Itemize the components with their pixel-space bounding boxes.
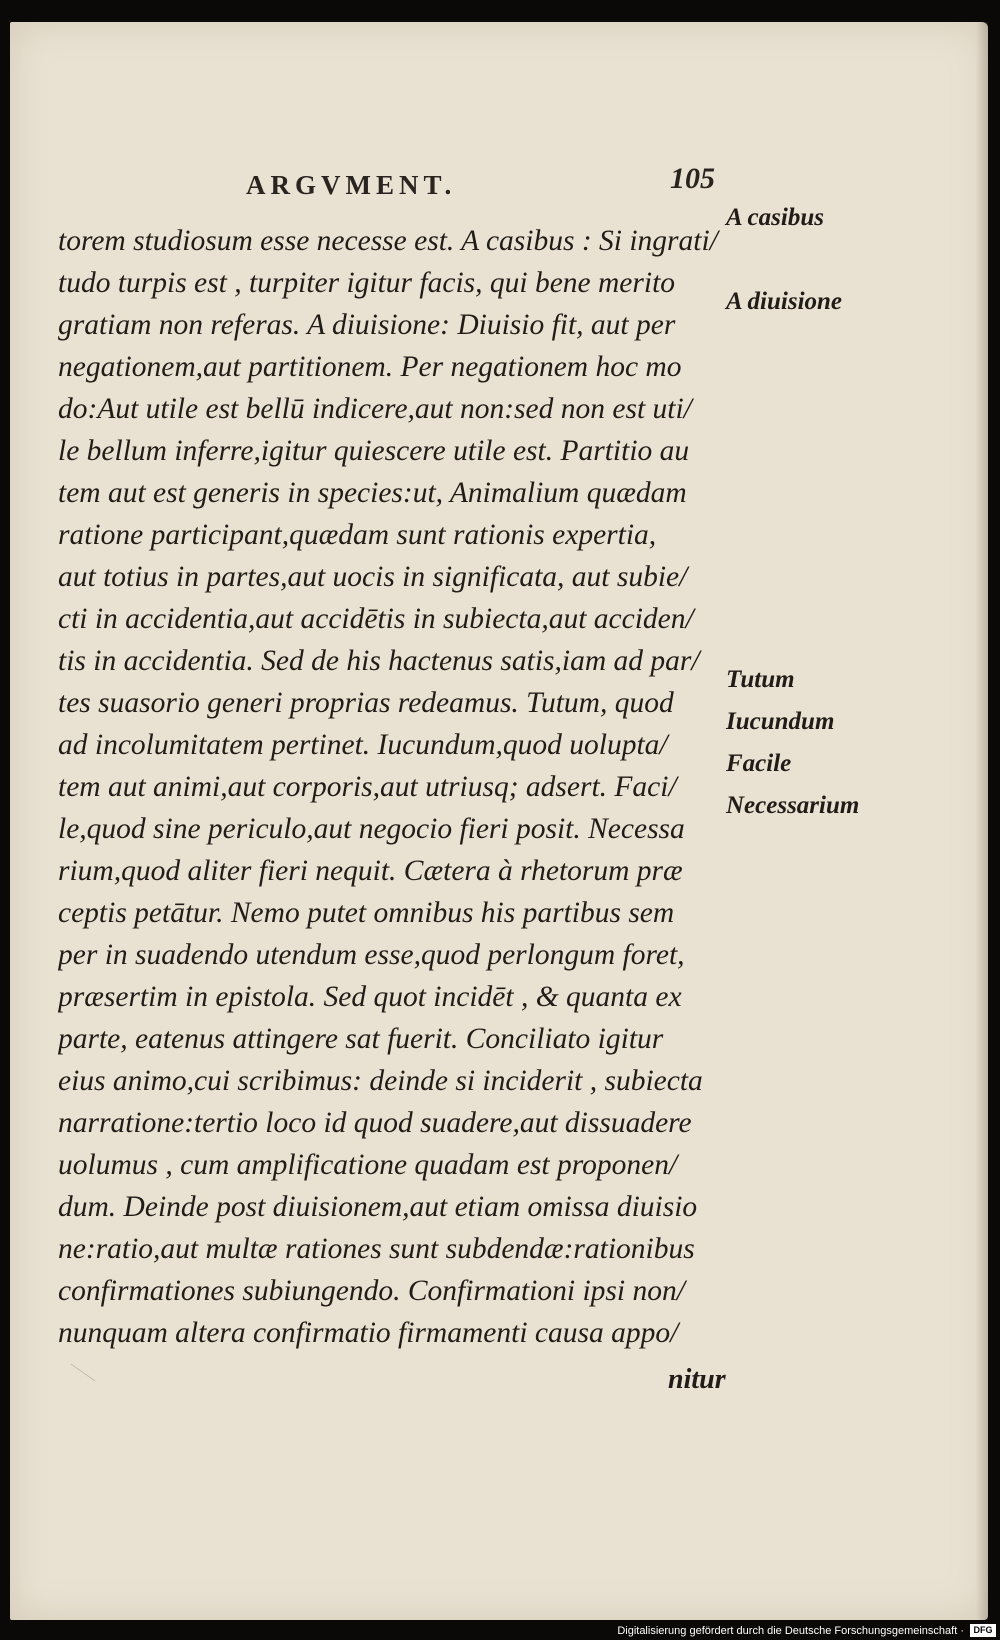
book-page [10, 22, 988, 1620]
page-edge-shadow [976, 22, 988, 1620]
text-line: gratiam non referas. A diuisione: Diuisio fit, aut per [58, 309, 676, 341]
text-line: tes suasorio generi proprias redeamus. Tutum, quod [58, 687, 674, 719]
text-line: le bellum inferre,igitur quiescere utile est. Partitio au [58, 435, 690, 467]
margin-note: A diuisione [726, 288, 843, 315]
text-line: dum. Deinde post diuisionem,aut etiam omissa diuisio [58, 1191, 698, 1223]
text-line: aut totius in partes,aut uocis in significata, aut subie/ [58, 561, 688, 593]
dfg-logo: DFG [970, 1624, 996, 1637]
text-line: ceptis petātur. Nemo putet omnibus his partibus sem [58, 897, 675, 929]
text-line: tem aut animi,aut corporis,aut utriusq; adsert. Faci/ [58, 771, 677, 803]
text-line: uolumus , cum amplificatione quadam est proponen/ [58, 1149, 678, 1181]
text-line: nunquam altera confirmatio firmamenti causa appo/ [58, 1317, 679, 1349]
digitization-footer [0, 1620, 1000, 1640]
text-line: eius animo,cui scribimus: deinde si inciderit , subiecta [58, 1065, 703, 1097]
margin-note: Iucundum [726, 708, 835, 735]
text-line: ne:ratio,aut multæ rationes sunt subdendæ:rationibus [58, 1233, 695, 1265]
text-line: cti in accidentia,aut accidētis in subiecta,aut acciden/ [58, 603, 694, 635]
body-text [58, 220, 748, 1354]
text-line: parte, eatenus attingere sat fuerit. Conciliato igitur [58, 1023, 664, 1055]
text-line: do:Aut utile est bellū indicere,aut non:sed non est uti/ [58, 393, 692, 425]
running-head: ARGVMENT. [246, 170, 457, 200]
margin-note: Facile [726, 750, 792, 777]
text-line: ad incolumitatem pertinet. Iucundum,quod uolupta/ [58, 729, 668, 761]
text-line: ratione participant,quædam sunt rationis expertia, [58, 519, 657, 551]
text-line: tis in accidentia. Sed de his hactenus satis,iam ad par/ [58, 645, 700, 677]
text-line: narratione:tertio loco id quod suadere,aut dissuadere [58, 1107, 692, 1139]
text-line: negationem,aut partitionem. Per negationem hoc mo [58, 351, 682, 383]
text-line: tem aut est generis in species:ut, Animalium quædam [58, 477, 687, 509]
margin-note: A casibus [726, 204, 824, 231]
page-number: 105 [670, 162, 715, 195]
text-line: per in suadendo utendum esse,quod perlongum foret, [58, 939, 685, 971]
catchword: nitur [668, 1364, 726, 1395]
margin-note: Necessarium [726, 792, 860, 819]
text-line: tudo turpis est , turpiter igitur facis, qui bene merito [58, 267, 676, 299]
margin-note: Tutum [726, 666, 795, 693]
footer-credit: Digitalisierung gefördert durch die Deutsche Forschungsgemeinschaft · [617, 1625, 964, 1637]
text-line: le,quod sine periculo,aut negocio fieri posit. Necessa [58, 813, 685, 845]
text-line: rium,quod aliter fieri nequit. Cætera à rhetorum præ [58, 855, 683, 887]
text-line: torem studiosum esse necesse est. A casibus : Si ingrati/ [58, 225, 718, 257]
text-line: præsertim in epistola. Sed quot incidēt , & quanta ex [58, 981, 682, 1013]
paper-mark [70, 1363, 95, 1381]
text-line: confirmationes subiungendo. Confirmationi ipsi non/ [58, 1275, 685, 1307]
